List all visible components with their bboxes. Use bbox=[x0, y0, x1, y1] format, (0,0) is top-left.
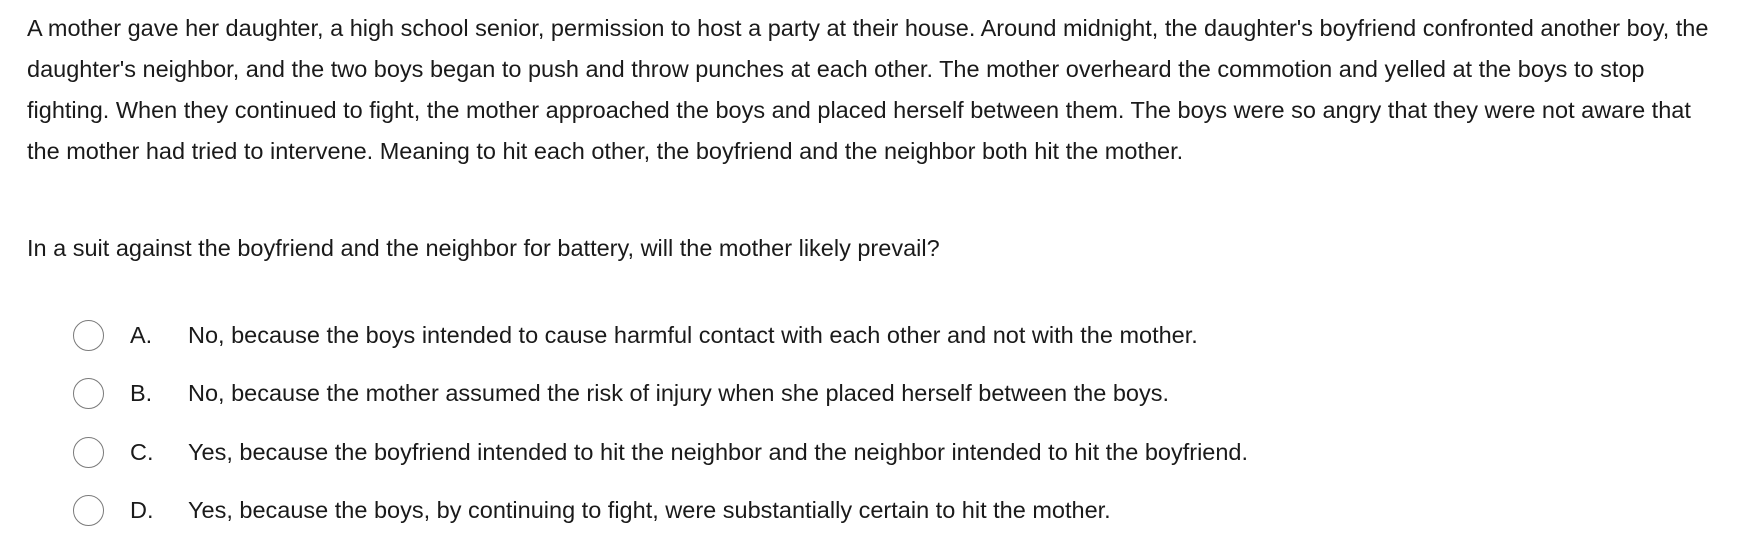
option-a[interactable] bbox=[73, 306, 1248, 365]
question-stem: A mother gave her daughter, a high school senior, permission to host a party at their house. Around midnight, the daughter's boyfriend confronted another boy, the daughter's neighbor, and the two boys began to push and throw punches at each other. The mother overheard the commotion and yelled at the boys to stop fighting. When they continued to fight, the mother approached the boys and placed herself between them. The boys were so angry that they were not aware that the mother had tried to intervene. Meaning to hit each other, the boyfriend and the neighbor both hit the mother. bbox=[27, 8, 1727, 172]
radio-button-c[interactable] bbox=[73, 437, 104, 468]
option-text[interactable]: No, because the mother assumed the risk of injury when she placed herself between the boys. bbox=[188, 380, 1169, 407]
option-letter: D. bbox=[130, 497, 188, 524]
radio-button-d[interactable] bbox=[73, 495, 104, 526]
answer-options bbox=[73, 306, 1248, 540]
option-text[interactable]: Yes, because the boyfriend intended to hit the neighbor and the neighbor intended to hit the boyfriend. bbox=[188, 439, 1248, 466]
option-text[interactable]: No, because the boys intended to cause harmful contact with each other and not with the mother. bbox=[188, 322, 1198, 349]
option-text[interactable]: Yes, because the boys, by continuing to fight, were substantially certain to hit the mother. bbox=[188, 497, 1111, 524]
question-container bbox=[27, 8, 1727, 172]
option-letter: B. bbox=[130, 380, 188, 407]
radio-button-a[interactable] bbox=[73, 320, 104, 351]
option-c[interactable] bbox=[73, 423, 1248, 482]
question-prompt: In a suit against the boyfriend and the neighbor for battery, will the mother likely prevail? bbox=[27, 228, 940, 269]
option-letter: A. bbox=[130, 322, 188, 349]
option-letter: C. bbox=[130, 439, 188, 466]
option-d[interactable] bbox=[73, 482, 1248, 540]
radio-button-b[interactable] bbox=[73, 378, 104, 409]
option-b[interactable] bbox=[73, 365, 1248, 424]
